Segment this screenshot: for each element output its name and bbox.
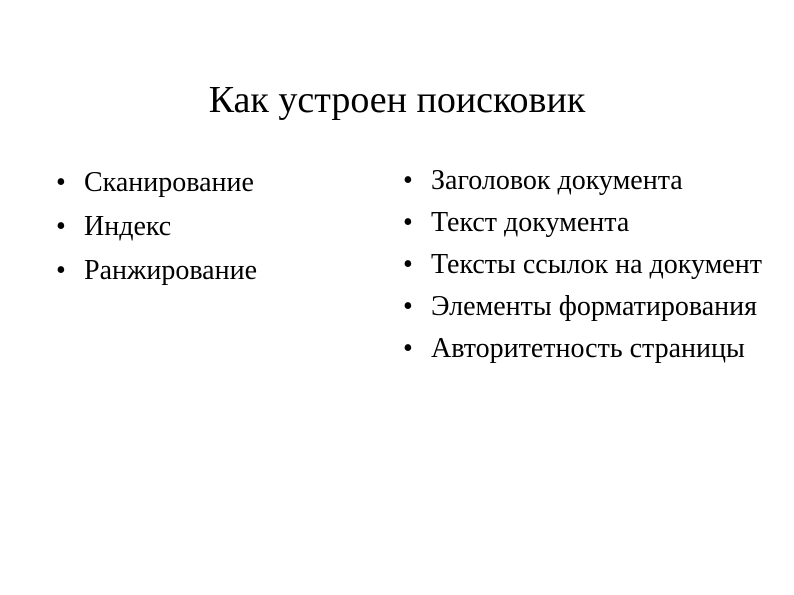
bullet-icon: • (403, 207, 413, 238)
list-item-text: Текст документа (431, 207, 630, 238)
bullet-icon: • (56, 167, 66, 198)
list-item (403, 206, 763, 239)
left-bullet-list (56, 164, 376, 296)
list-item (403, 332, 763, 365)
bullet-icon: • (403, 165, 413, 196)
list-item (403, 248, 763, 281)
list-item (403, 164, 763, 197)
bullet-icon: • (56, 255, 66, 286)
bullet-icon: • (403, 249, 413, 280)
list-item (403, 290, 763, 323)
list-item-text: Ранжирование (84, 255, 257, 286)
list-item (56, 208, 376, 246)
list-item (56, 164, 376, 202)
list-item-text: Авторитетность страницы (431, 333, 745, 364)
list-item-text: Элементы форматирования (431, 291, 757, 322)
list-item-text: Индекс (84, 211, 172, 242)
slide-title: Как устроен поисковик (208, 79, 586, 121)
list-item-text: Сканирование (84, 167, 254, 198)
bullet-icon: • (403, 333, 413, 364)
bullet-icon: • (56, 211, 66, 242)
list-item-text: Тексты ссылок на документ (431, 249, 762, 280)
right-bullet-list (403, 164, 763, 374)
list-item-text: Заголовок документа (431, 165, 683, 196)
list-item (56, 252, 376, 290)
bullet-icon: • (403, 291, 413, 322)
